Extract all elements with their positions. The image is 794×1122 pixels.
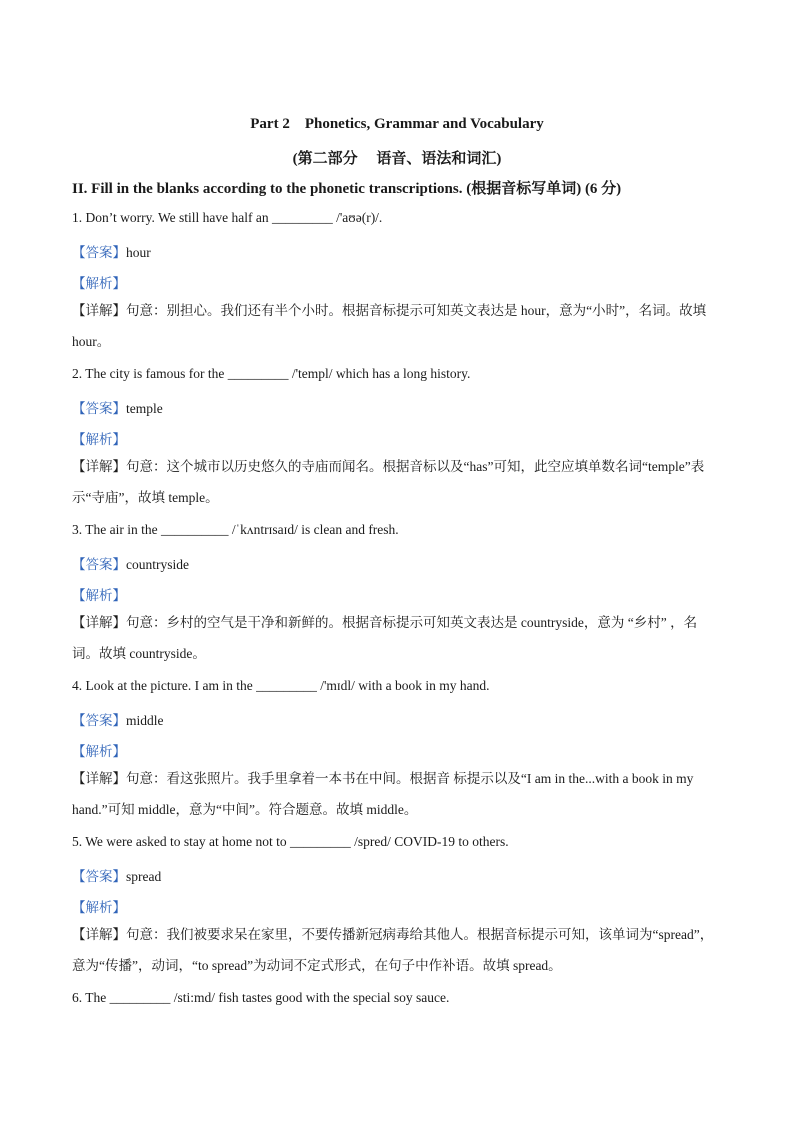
question-2: 2. The city is famous for the _________ /'templ/ which has a long history. [72, 366, 471, 381]
detail-text: 句意：乡村的空气是干净和新鲜的。根据音标提示可知英文表达是 countryside，意为 “乡村” ，名词。故填 countryside。 [72, 615, 698, 661]
part-subtitle: (第二部分 语音、语法和词汇) [292, 151, 502, 167]
answer-1 [72, 241, 151, 261]
answer-text: spread [126, 869, 162, 884]
answer-label: 【答案】 [72, 245, 126, 260]
analysis-label: 【解析】 [72, 432, 126, 447]
answer-text: hour [126, 245, 151, 260]
detail-2 [72, 451, 724, 513]
analysis-1 [72, 272, 126, 292]
question-4: 4. Look at the picture. I am in the _________ /'mɪdl/ with a book in my hand. [72, 678, 490, 693]
detail-text: 句意：这个城市以历史悠久的寺庙而闻名。根据音标以及“has”可知，此空应填单数名词“temple”表示“寺庙”，故填 temple。 [72, 459, 705, 505]
detail-text: 句意：我们被要求呆在家里，不要传播新冠病毒给其他人。根据音标提示可知，该单词为“spread”，意为“传播”，动词，“to spread”为动词不定式形式，在句子中作补语。故填 spread。 [72, 927, 714, 973]
detail-label: 【详解】 [72, 771, 126, 786]
analysis-label: 【解析】 [72, 900, 126, 915]
answer-label: 【答案】 [72, 401, 126, 416]
question-1: 1. Don’t worry. We still have half an _________ /'aʊə(r)/. [72, 210, 383, 225]
analysis-4 [72, 740, 126, 760]
answer-4 [72, 709, 164, 729]
answer-3 [72, 553, 189, 573]
question-6: 6. The _________ /sti:md/ fish tastes good with the special soy sauce. [72, 990, 450, 1005]
question-3: 3. The air in the __________ /ˈkʌntrɪsaɪd/ is clean and fresh. [72, 522, 399, 537]
detail-text: 句意：看这张照片。我手里拿着一本书在中间。根据音 标提示以及“I am in the...with a book in my hand.”可知 middle，意为“中间”。符合题意。故填 middle。 [72, 771, 694, 817]
detail-text: 句意：别担心。我们还有半个小时。根据音标提示可知英文表达是 hour，意为“小时”，名词。故填 hour。 [72, 303, 707, 349]
answer-2 [72, 397, 163, 417]
answer-text: temple [126, 401, 163, 416]
analysis-label: 【解析】 [72, 276, 126, 291]
detail-4 [72, 763, 724, 825]
detail-5 [72, 919, 724, 981]
answer-label: 【答案】 [72, 557, 126, 572]
answer-5 [72, 865, 161, 885]
analysis-label: 【解析】 [72, 744, 126, 759]
answer-text: middle [126, 713, 164, 728]
analysis-3 [72, 584, 126, 604]
analysis-label: 【解析】 [72, 588, 126, 603]
answer-text: countryside [126, 557, 189, 572]
answer-label: 【答案】 [72, 713, 126, 728]
detail-1 [72, 295, 724, 357]
detail-label: 【详解】 [72, 459, 126, 474]
detail-label: 【详解】 [72, 927, 126, 942]
analysis-5 [72, 896, 126, 916]
answer-label: 【答案】 [72, 869, 126, 884]
section-title: II. Fill in the blanks according to the phonetic transcriptions. (根据音标写单词) (6 分) [72, 181, 622, 197]
detail-label: 【详解】 [72, 303, 126, 318]
question-5: 5. We were asked to stay at home not to _________ /spred/ COVID-19 to others. [72, 834, 509, 849]
detail-label: 【详解】 [72, 615, 126, 630]
part-title: Part 2 Phonetics, Grammar and Vocabulary [250, 116, 544, 132]
detail-3 [72, 607, 724, 669]
analysis-2 [72, 428, 126, 448]
